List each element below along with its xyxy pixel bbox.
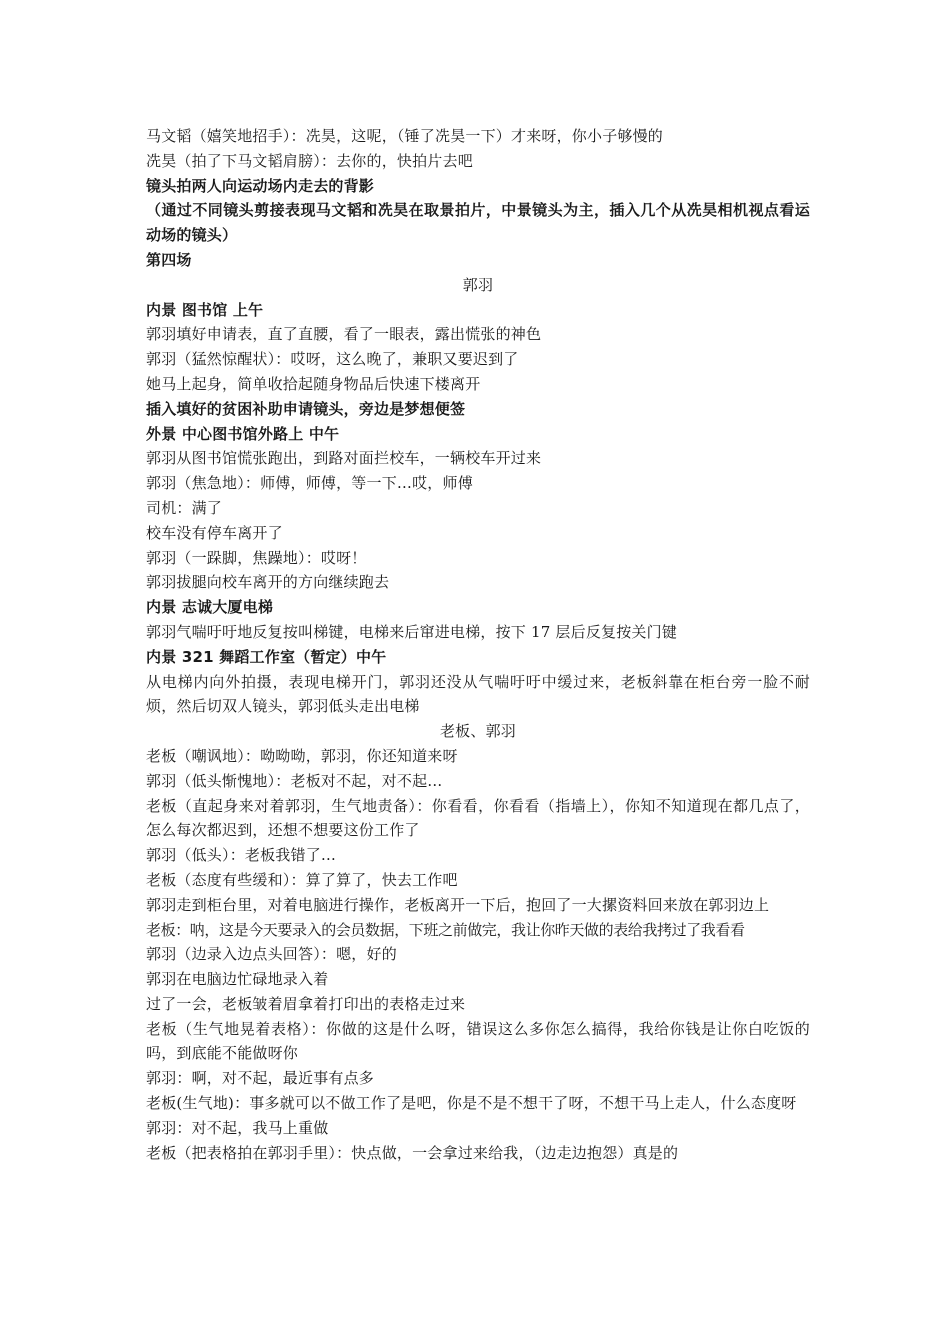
location-heading: 内景 志诚大厦电梯	[146, 598, 274, 617]
location-heading: 内景 图书馆 上午	[146, 300, 264, 319]
action-line: 郭羽走到柜台里，对着电脑进行操作，老板离开一下后，抱回了一大摞资料回来放在郭羽边上	[146, 895, 770, 914]
dialogue-line: 郭羽：对不起，我马上重做	[146, 1118, 329, 1137]
action-line: 过了一会，老板皱着眉拿着打印出的表格走过来	[146, 994, 466, 1013]
shot-direction: （通过不同镜头剪接表现马文韬和冼昊在取景拍片，中景镜头为主，插入几个从冼昊相机视点看运动场的镜头）	[146, 201, 810, 245]
action-line: 她马上起身，简单收拾起随身物品后快速下楼离开	[146, 374, 481, 393]
dialogue-line: 郭羽（低头）：老板我错了…	[146, 846, 337, 865]
dialogue-line: 老板（生气地晃着表格）：你做的这是什么呀，错误这么多你怎么搞得，我给你钱是让你白吃饭的吗，到底能不能做呀你	[146, 1019, 810, 1063]
action-line: 校车没有停车离开了	[146, 523, 283, 542]
dialogue-line: 司机：满了	[146, 498, 223, 517]
action-line: 郭羽气喘吁吁地反复按叫梯键，电梯来后窜进电梯，按下 17 层后反复按关门键	[146, 622, 678, 641]
dialogue-line: 郭羽：啊，对不起，最近事有点多	[146, 1069, 375, 1088]
dialogue-line: 郭羽（低头惭愧地）：老板对不起，对不起…	[146, 771, 443, 790]
dialogue-line: 老板（把表格拍在郭羽手里）：快点做，一会拿过来给我，（边走边抱怨）真是的	[146, 1143, 679, 1162]
dialogue-line: 老板(生气地)：事多就可以不做工作了是吧，你是不是不想干了呀，不想干马上走人，什么态度呀	[146, 1094, 797, 1113]
dialogue-line: 老板（态度有些缓和）：算了算了，快去工作吧	[146, 870, 458, 889]
action-line: 郭羽填好申请表，直了直腰，看了一眼表，露出慌张的神色	[146, 325, 542, 344]
dialogue-line: 冼昊（拍了下马文韬肩膀）：去你的，快拍片去吧	[146, 151, 473, 170]
character-list: 老板、郭羽	[439, 722, 516, 741]
script-body	[146, 124, 810, 1165]
dialogue-line: 老板（直起身来对着郭羽，生气地责备）：你看看，你看看（指墙上），你知不知道现在都几点了，怎么每次都迟到，还想不想要这份工作了	[146, 796, 810, 840]
dialogue-line: 老板：呐，这是今天要录入的会员数据，下班之前做完，我让你昨天做的表给我拷过了我看看	[146, 920, 745, 939]
dialogue-line: 郭羽（一跺脚，焦躁地）：哎呀！	[146, 548, 367, 567]
character-list: 郭羽	[462, 275, 494, 294]
action-line: 从电梯内向外拍摄，表现电梯开门，郭羽还没从气喘吁吁中缓过来，老板斜靠在柜台旁一脸不耐烦，然后切双人镜头，郭羽低头走出电梯	[146, 672, 810, 716]
dialogue-line: 马文韬（嬉笑地招手）：冼昊，这呢，（锤了冼昊一下）才来呀，你小子够慢的	[146, 127, 664, 145]
dialogue-line: 郭羽（焦急地）：师傅，师傅，等一下…哎，师傅	[146, 474, 473, 493]
action-line: 郭羽从图书馆慌张跑出，到路对面拦校车，一辆校车开过来	[146, 449, 542, 468]
location-heading: 内景 321 舞蹈工作室（暂定）中午	[146, 647, 387, 666]
dialogue-line: 老板（嘲讽地）：呦呦呦，郭羽，你还知道来呀	[146, 746, 458, 765]
shot-direction: 镜头拍两人向运动场内走去的背影	[146, 176, 375, 195]
action-line: 郭羽拔腿向校车离开的方向继续跑去	[146, 573, 390, 592]
scene-heading: 第四场	[146, 250, 192, 269]
shot-direction: 插入填好的贫困补助申请镜头，旁边是梦想便签	[146, 399, 466, 418]
location-heading: 外景 中心图书馆外路上 中午	[146, 424, 340, 443]
action-line: 郭羽在电脑边忙碌地录入着	[146, 970, 329, 989]
dialogue-line: 郭羽（边录入边点头回答）：嗯，好的	[146, 945, 397, 964]
dialogue-line: 郭羽（猛然惊醒状）：哎呀，这么晚了，兼职又要迟到了	[146, 350, 519, 369]
